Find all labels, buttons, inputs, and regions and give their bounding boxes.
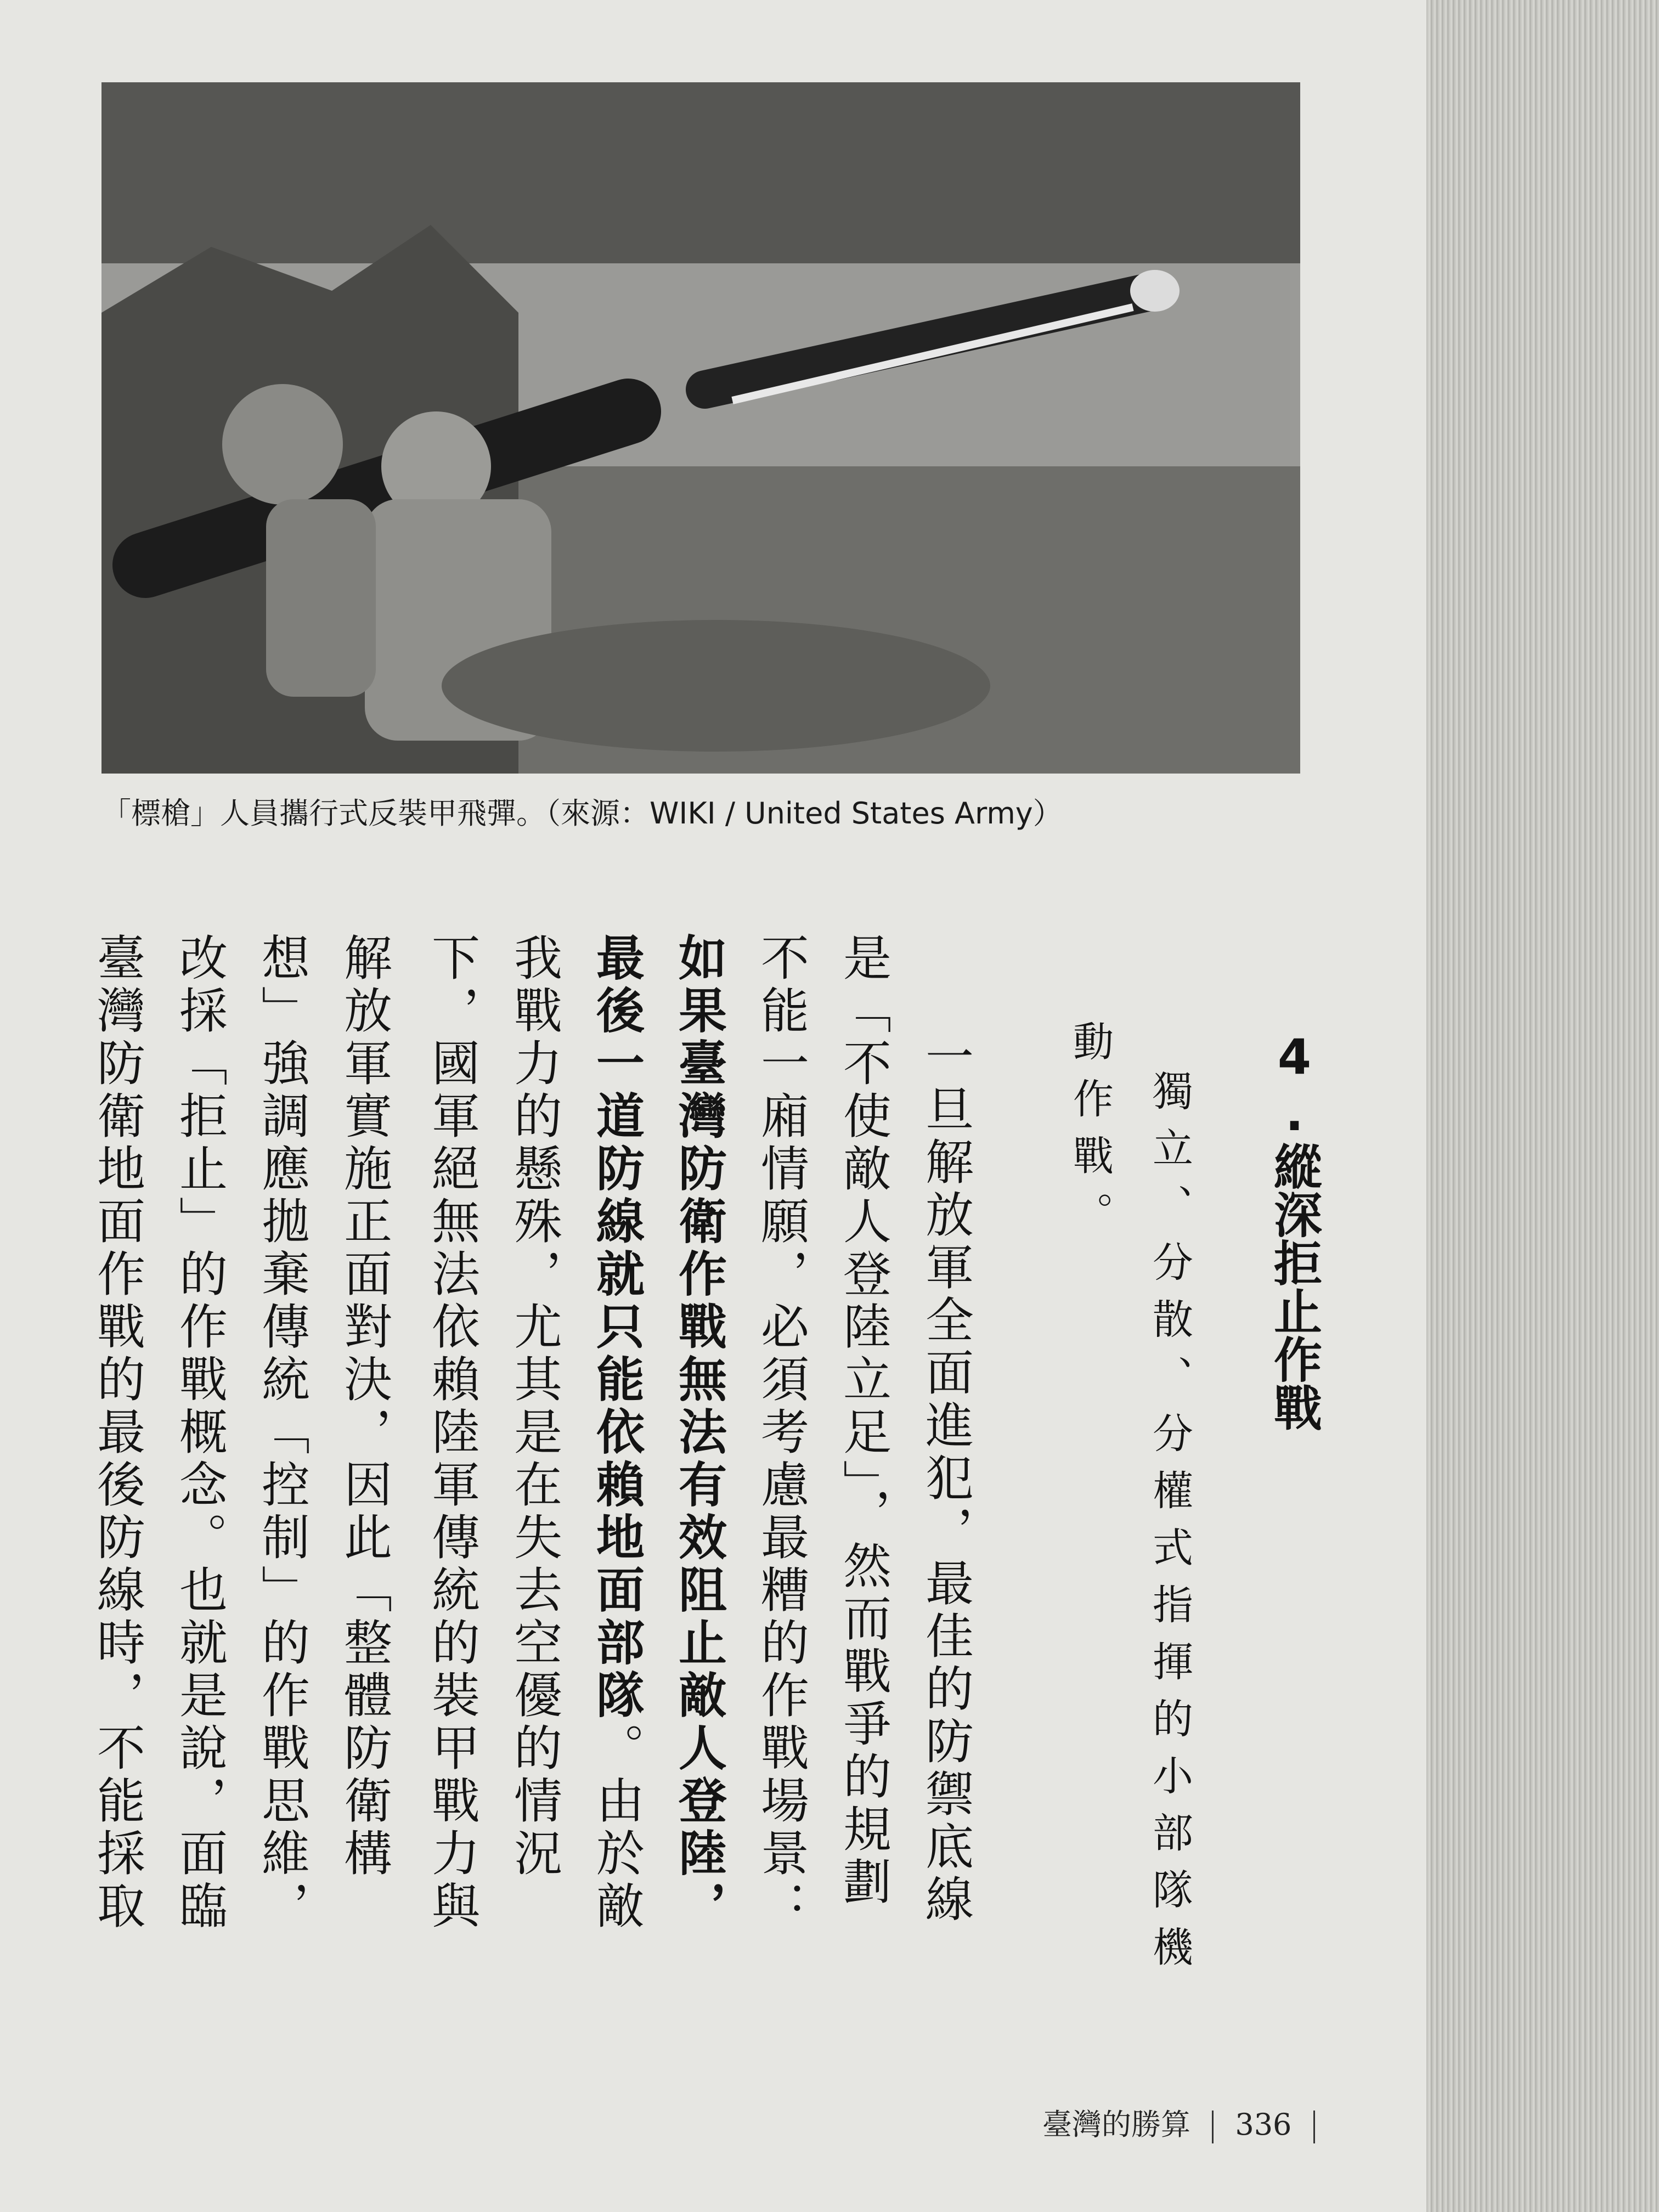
footer-divider [1212, 2111, 1214, 2143]
page-stack-edge [1426, 0, 1659, 2212]
body-line-3: 不能一廂情願，必須考慮最糟的作戰場景： [753, 933, 810, 1933]
javelin-photo [101, 82, 1300, 774]
body-line-6: 我戰力的懸殊，尤其是在失去空優的情況 [506, 933, 563, 1881]
body-line-2: 是「不使敵人登陸立足」，然而戰爭的規劃 [836, 933, 892, 1909]
photo-caption: 「標槍」人員攜行式反裝甲飛彈。（來源：WIKI / United States Army） [101, 796, 1063, 831]
photo-icon [101, 82, 1300, 774]
running-title: 臺灣的勝算 [1042, 2107, 1190, 2142]
section-subtitle-line-1: 獨立、分散、分權式指揮的小部隊機 [1146, 1070, 1193, 1983]
body-line-7: 下，國軍絕無法依賴陸軍傳統的裝甲戰力與 [424, 933, 481, 1933]
page-footer [1042, 2101, 1327, 2143]
footer-divider-right [1313, 2111, 1315, 2143]
body-line-1: 一旦解放軍全面進犯，最佳的防禦底線 [918, 1031, 974, 1927]
body-line-8: 解放軍實施正面對決，因此「整體防衛構 [336, 933, 393, 1881]
section-heading: 4.縱深拒止作戰 [1266, 1029, 1323, 1431]
body-line-11: 臺灣防衛地面作戰的最後防線時，不能採取 [89, 933, 146, 1933]
section-subtitle-line-2: 動作戰。 [1066, 1020, 1114, 1249]
body-line-4: 如果臺灣防衛作戰無法有效阻止敵人登陸， [671, 933, 727, 1933]
body-line-5 [589, 933, 645, 1933]
page-number: 336 [1235, 2107, 1292, 2142]
body-line-5-tail: 。由於敵 [589, 1723, 645, 1933]
body-line-10: 改採「拒止」的作戰概念。也就是說，面臨 [172, 933, 228, 1933]
body-line-5-bold: 最後一道防線就只能依賴地面部隊 [589, 933, 645, 1723]
body-line-9: 想」強調應拋棄傳統「控制」的作戰思維， [254, 933, 311, 1933]
